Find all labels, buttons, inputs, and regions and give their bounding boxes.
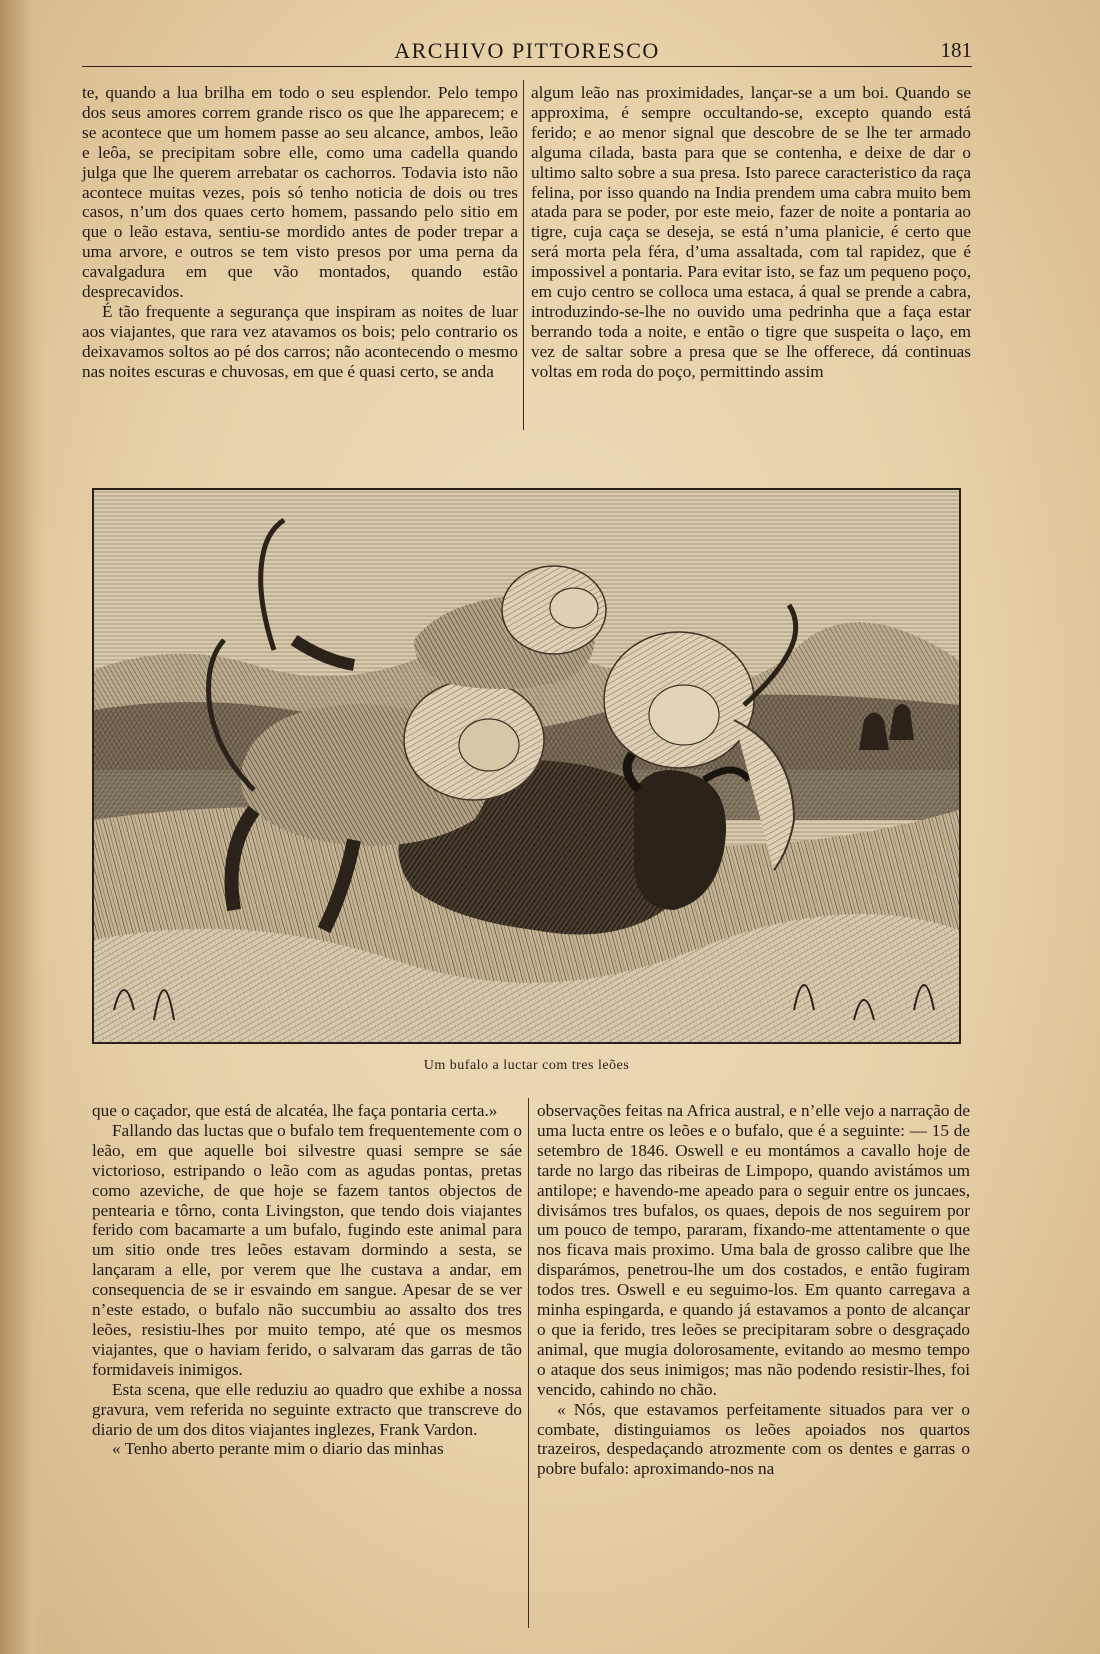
- paragraph: Esta scena, que elle reduziu ao quadro que exhibe a nossa gravura, vem referida no seguinte extracto que transcreve do diario de um dos ditos viajantes inglezes, Frank Vardon.: [92, 1379, 522, 1439]
- column-rule-bottom: [528, 1098, 529, 1628]
- top-right-column: [531, 83, 971, 382]
- paragraph: te, quando a lua brilha em todo o seu esplendor. Pelo tempo dos seus amores correm grande risco os que lhe apparecem; e se acontece que um homem passe ao seu alcance, ambos, leão e leôa, se precipitam sobre elle, como uma cadella quando julga que lhe querem arrebatar os cachorros. Todavia isto não acontece muitas vezes, pois só tenho noticia de dois ou tres casos, n’um dos quaes certo homem, passando pelo sitio em que o leão estava, sentiu-se mordido antes de poder trepar a uma arvore, e outros se tem visto presos por uma perna da cavalgadura em que vão montados, quando estão desprecavidos.: [82, 83, 518, 302]
- top-left-column: [82, 83, 518, 382]
- bottom-right-column: [537, 1101, 970, 1479]
- binding-gutter-shadow: [0, 0, 46, 1654]
- paragraph: « Tenho aberto perante mim o diario das minhas: [112, 1439, 444, 1459]
- page-header: [82, 36, 972, 67]
- paragraph: Fallando das luctas que o bufalo tem frequentemente com o leão, em que aquelle boi silvestre quasi sempre se sáe victorioso, estripando o leão com as agudas pontas, pretas como azeviche, de que hoje se fazem tantos objectos de pentearia e tôrno, conta Livingston, que tendo dois viajantes ferido com bacamarte a um bufalo, fugindo este animal para um sitio onde tres leões estavam dormindo a sesta, se lançaram a elle, por verem que lhe custava a andar, em consequencia de se ir esvaindo em sangue. Apesar de se ver n’este estado, o bufalo não succumbiu ao assalto dos tres leões, resistiu-lhes por muito tempo, até que os mesmos viajantes, que o haviam ferido, o salvaram das garras de tão formidaveis inimigos.: [92, 1120, 522, 1379]
- paragraph: algum leão nas proximidades, lançar-se a um boi. Quando se approxima, é sempre occultando-se, excepto quando está ferido; e ao menor signal que descobre de se lhe ter armado alguma cilada, basta para que se contenha, e deixe de dar o ultimo salto sobre a sua presa. Isto parece caracteristico da raça felina, por isso quando na India prendem uma cabra muito bem atada para se poder, por este meio, fazer de noite a pontaria ao tigre, cuja caça se deseja, se está n’uma planicie, é certo que será morta pela féra, d’uma assaltada, com tal rapidez, que é impossivel a pontaria. Para evitar isto, se faz um pequeno poço, em cujo centro se colloca uma estaca, á qual se prende a cabra, introduzindo-se-lhe no ouvido uma pedrinha que a faça estar berrando toda a noite, e então o tigre que suspeita o laço, em vez de saltar sobre a presa que se lhe offerece, dá continuas voltas em roda do poço, permittindo assim: [531, 83, 971, 381]
- figure-caption: Um bufalo a luctar com tres leões: [423, 1058, 630, 1073]
- page-number: 181: [940, 38, 972, 62]
- buffalo-and-lions-engraving: [94, 490, 959, 1042]
- running-title: ARCHIVO PITTORESCO: [394, 38, 660, 63]
- paragraph: que o caçador, que está de alcatéa, lhe faça pontaria certa.»: [92, 1101, 498, 1120]
- bottom-left-column: [92, 1101, 522, 1459]
- engraving-illustration: [92, 488, 961, 1044]
- paragraph: « Nós, que estavamos perfeitamente situados para ver o combate, distinguiamos os leões apoiados nos quartos trazeiros, despedaçando atrozmente com os dentes e garras o pobre bufalo: aproximando-nos na: [537, 1399, 970, 1479]
- paragraph: observações feitas na Africa austral, e n’elle vejo a narração de uma lucta entre os leões e o bufalo, que é a seguinte: — 15 de setembro de 1846. Oswell e eu montámos a cavallo hoje de tarde no largo das ribeiras de Limpopo, quando avistámos um antilope; e havendo-me apeado para o seguir entre os juncaes, divisámos tres bufalos, os quaes, depois de nos seguirem por um pouco de tempo, pararam, fixando-me attentamente o que nos ficava mais proximo. Uma bala de grosso calibre que lhe disparámos, penetrou-lhe um dos costados, e então fugiram todos tres. Oswell e eu seguimo-los. Em quanto carregava a minha espingarda, e quando já estavamos a ponto de alcançar o que ia ferido, tres leões se precipitaram sobre o desgraçado animal, que mugia dolorosamente, evitando ao mesmo tempo o ataque dos seus inimigos; mas não podendo resistir-lhes, foi vencido, cahindo no chão.: [537, 1101, 970, 1399]
- paragraph: É tão frequente a segurança que inspiram as noites de luar aos viajantes, que rara vez atavamos os bois; pelo contrario os deixavamos soltos ao pé dos carros; não acontecendo o mesmo nas noites escuras e chuvosas, em que é quasi certo, se anda: [82, 301, 518, 381]
- column-rule-top: [523, 80, 524, 430]
